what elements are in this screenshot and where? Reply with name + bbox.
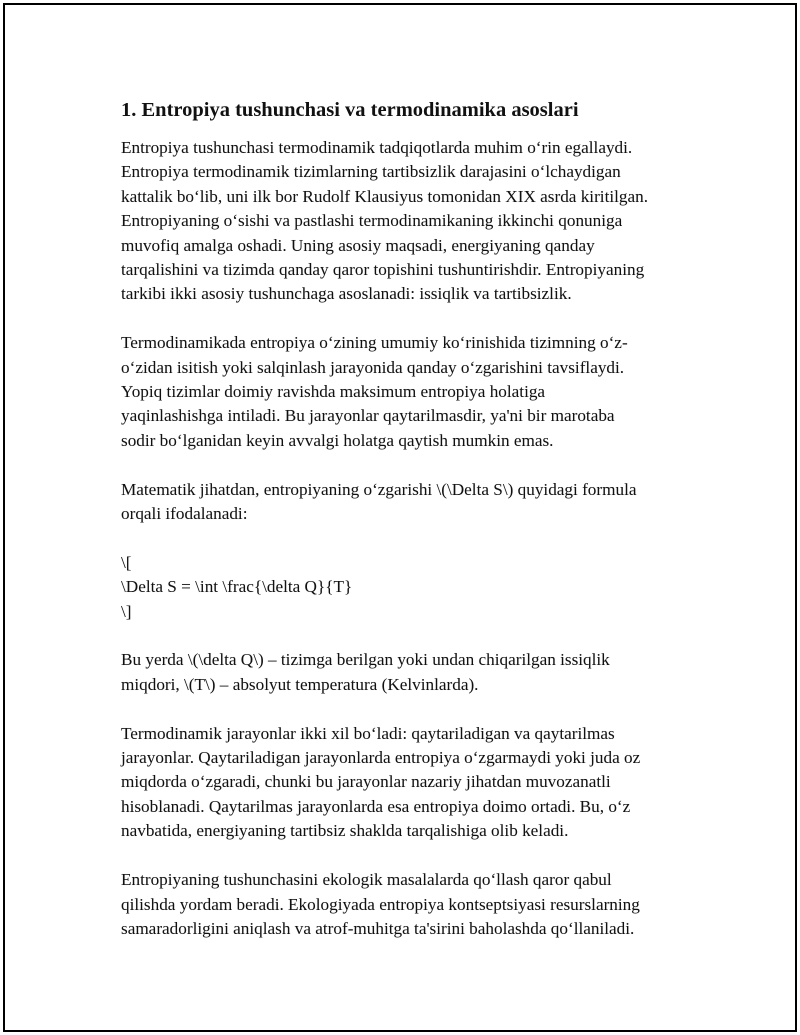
- formula-line: \Delta S = \int \frac{\delta Q}{T}: [121, 577, 353, 597]
- text-line: Entropiyaning o‘sishi va pastlashi termodinamikaning ikkinchi qonuniga: [121, 211, 623, 231]
- text-line: Matematik jihatdan, entropiyaning o‘zgarishi \(\Delta S\) quyidagi formula: [121, 479, 637, 499]
- text-line: yaqinlashishga intiladi. Bu jarayonlar qaytarilmasdir, ya'ni bir marotaba: [121, 406, 615, 426]
- paragraph-process-types: [121, 722, 696, 844]
- page-frame: [3, 3, 797, 1032]
- text-line: kattalik bo‘lib, uni ilk bor Rudolf Klausiyus tomonidan XIX asrda kiritilgan.: [121, 186, 649, 206]
- text-line: navbatida, energiyaning tartibsiz shaklda tarqalishiga olib keladi.: [121, 821, 569, 841]
- formula-block: [121, 551, 696, 624]
- text-line: sodir bo‘lganidan keyin avvalgi holatga qaytish mumkin emas.: [121, 430, 554, 450]
- paragraph-formula-explanation: [121, 648, 696, 697]
- formula-line: \[: [121, 552, 132, 572]
- section-heading: 1. Entropiya tushunchasi va termodinamika asoslari: [121, 99, 579, 121]
- text-line: tarkibi ikki asosiy tushunchaga asoslanadi: issiqlik va tartibsizlik.: [121, 284, 572, 304]
- text-line: Entropiya termodinamik tizimlarning tartibsizlik darajasini o‘lchaydigan: [121, 162, 621, 182]
- text-line: Termodinamikada entropiya o‘zining umumiy ko‘rinishida tizimning o‘z-: [121, 333, 628, 353]
- text-line: samaradorligini aniqlash va atrof-muhitga ta'sirini baholashda qo‘llaniladi.: [121, 918, 635, 938]
- text-line: miqdori, \(T\) – absolyut temperatura (Kelvinlarda).: [121, 674, 479, 694]
- text-line: qilishda yordam beradi. Ekologiyada entropiya kontseptsiyasi resurslarning: [121, 894, 640, 914]
- formula-line: \]: [121, 601, 132, 621]
- document-body: [121, 97, 696, 966]
- text-line: Bu yerda \(\delta Q\) – tizimga berilgan yoki undan chiqarilgan issiqlik: [121, 650, 610, 670]
- text-line: Termodinamik jarayonlar ikki xil bo‘ladi: qaytariladigan va qaytarilmas: [121, 723, 615, 743]
- text-line: tarqalishini va tizimda qanday qaror topishini tushuntirishdir. Entropiyaning: [121, 260, 645, 280]
- text-line: hisoblanadi. Qaytarilmas jarayonlarda esa entropiya doimo ortadi. Bu, o‘z: [121, 796, 631, 816]
- text-line: miqdorda o‘zgaradi, chunki bu jarayonlar nazariy jihatdan muvozanatli: [121, 772, 611, 792]
- paragraph-math-intro: [121, 478, 696, 527]
- text-line: muvofiq amalga oshadi. Uning asosiy maqsadi, energiyaning qanday: [121, 235, 595, 255]
- text-line: Entropiya tushunchasi termodinamik tadqiqotlarda muhim o‘rin egallaydi.: [121, 138, 633, 157]
- text-line: Entropiyaning tushunchasini ekologik masalalarda qo‘llash qaror qabul: [121, 870, 612, 890]
- paragraph-entropy-intro: [121, 136, 696, 307]
- text-line: orqali ifodalanadi:: [121, 504, 248, 524]
- text-line: Yopiq tizimlar doimiy ravishda maksimum entropiya holatiga: [121, 382, 546, 402]
- text-line: o‘zidan isitish yoki salqinlash jarayonida qanday o‘zgarishini tavsiflaydi.: [121, 357, 625, 377]
- paragraph-closed-systems: [121, 331, 696, 453]
- paragraph-ecology: [121, 868, 696, 941]
- text-line: jarayonlar. Qaytariladigan jarayonlarda entropiya o‘zgarmaydi yoki juda oz: [121, 748, 641, 768]
